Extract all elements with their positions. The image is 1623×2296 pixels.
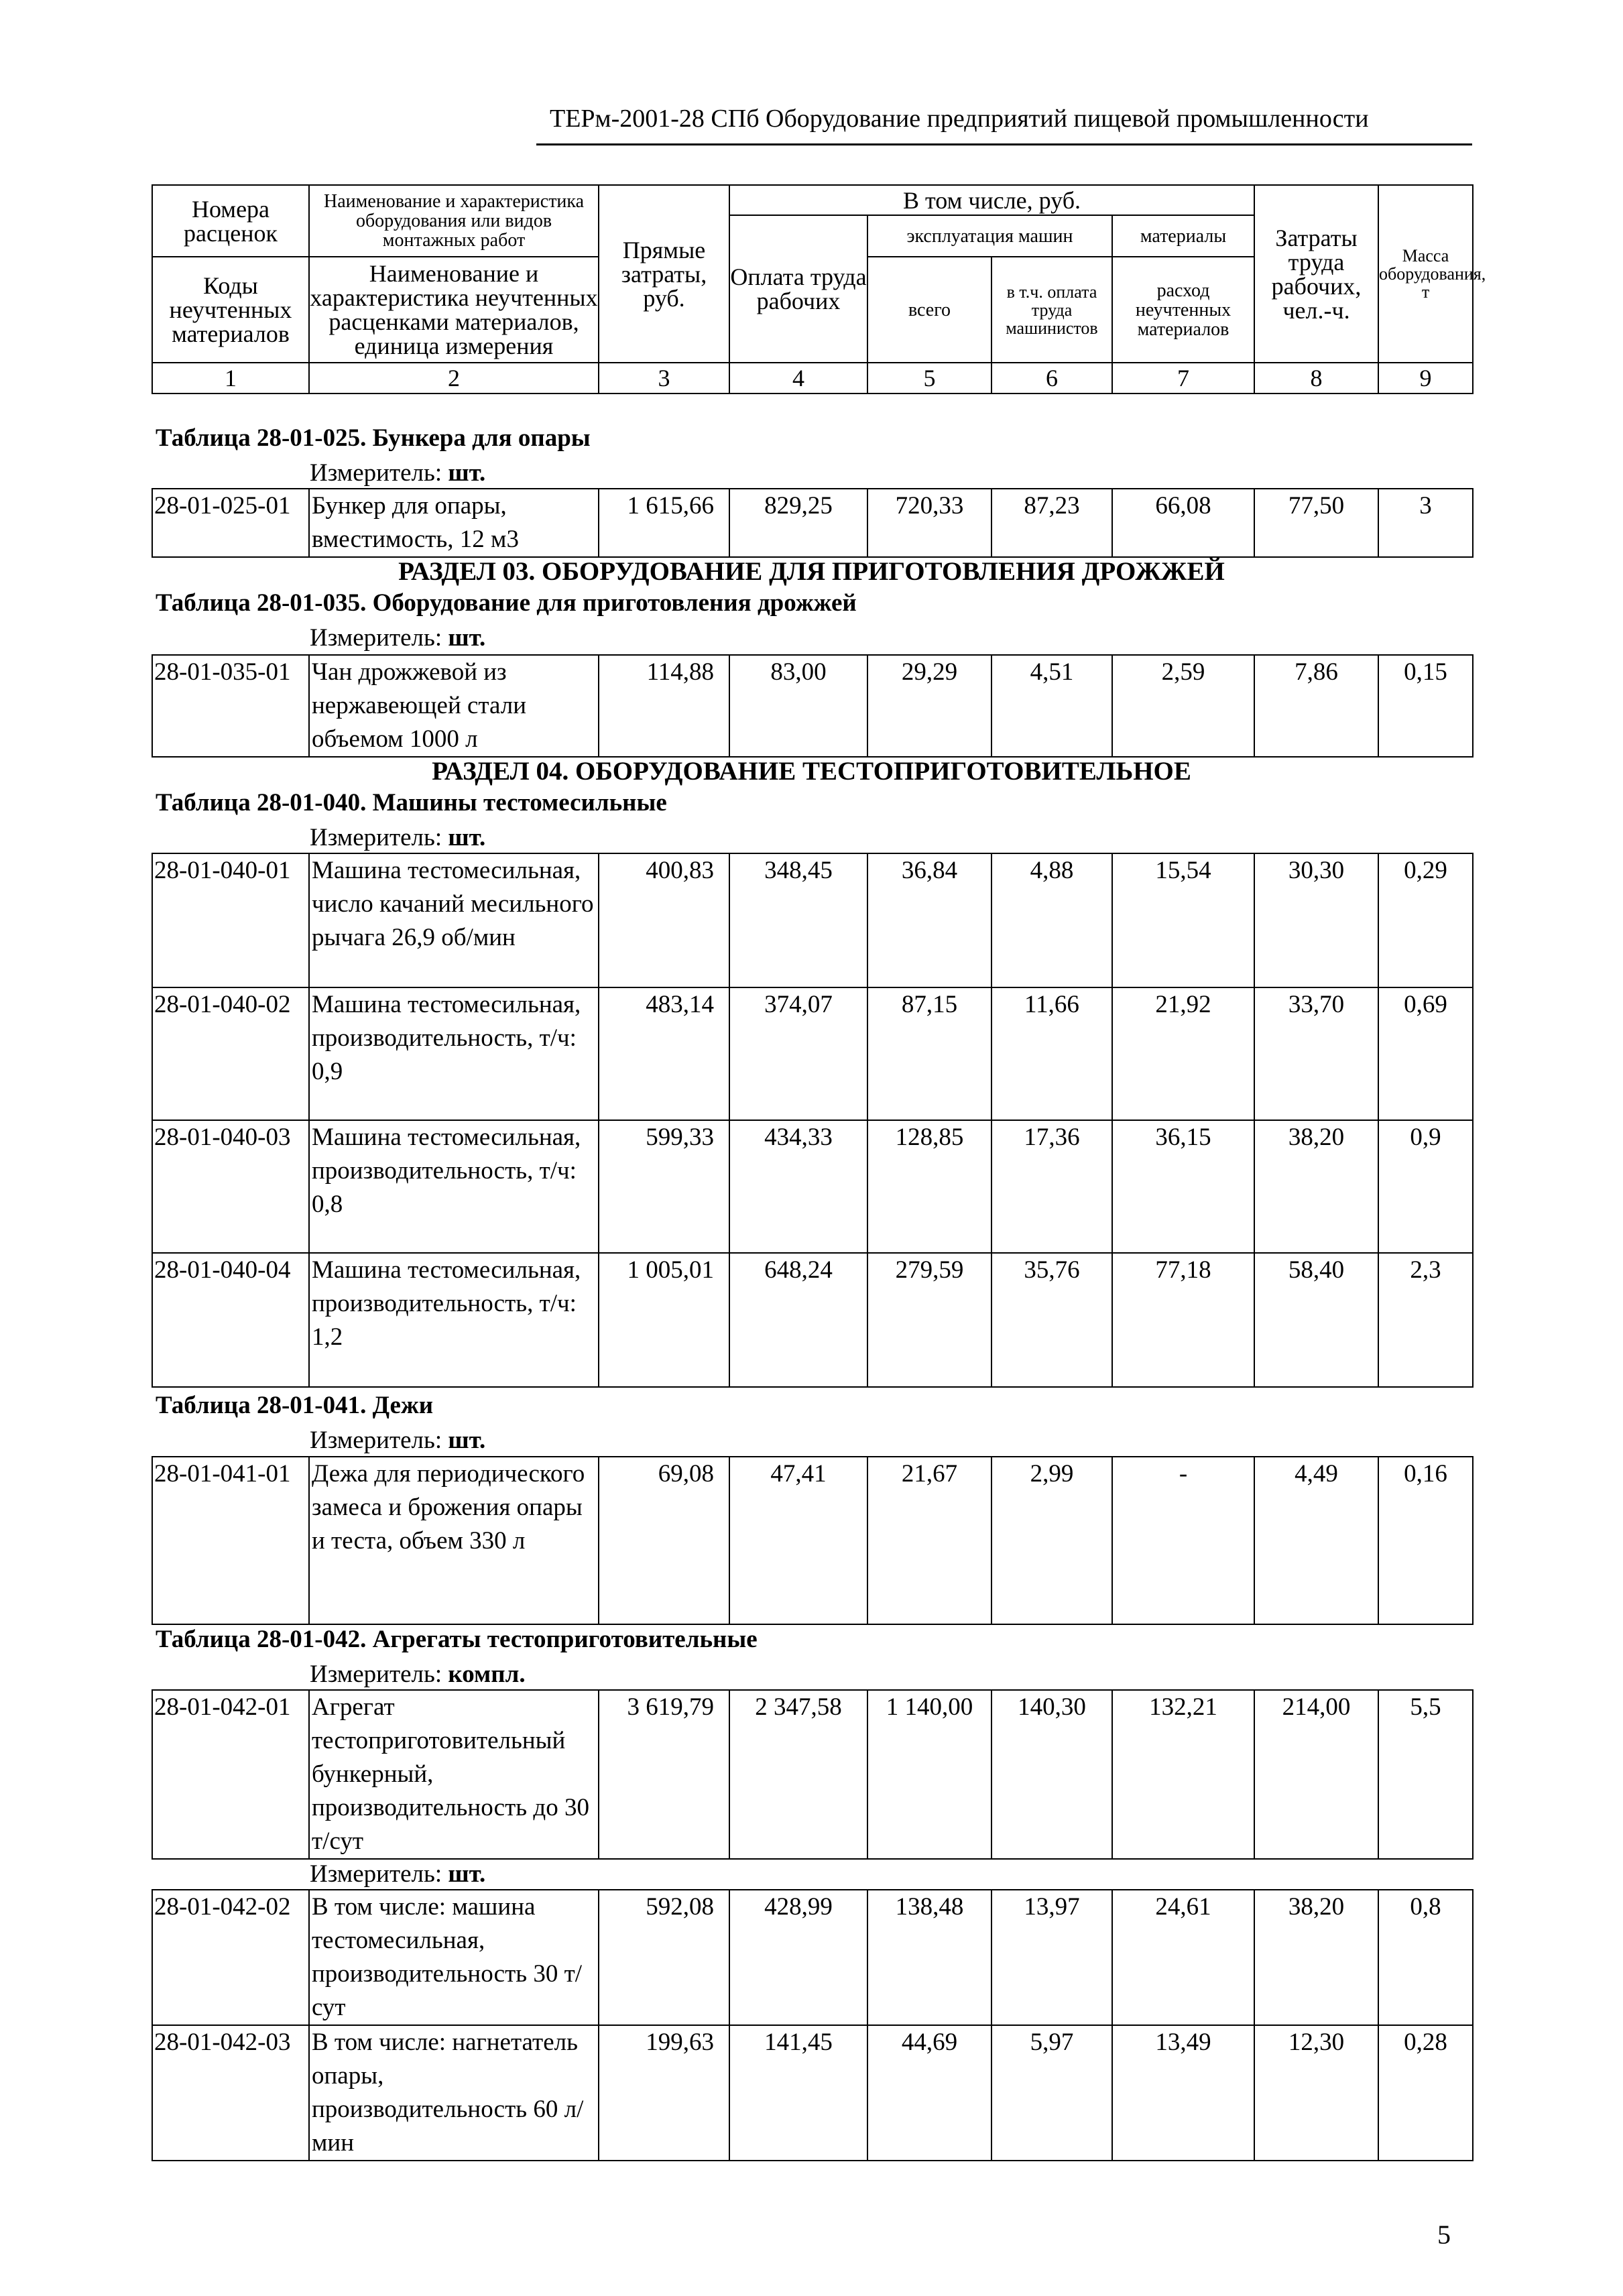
labor-pay: 348,45 (729, 853, 867, 987)
table-row (152, 853, 1473, 987)
column-header-table (152, 184, 1486, 394)
column-number: 5 (867, 363, 991, 394)
machinists-pay: 2,99 (991, 1457, 1112, 1624)
col2-top-header: Наименование и характеристика оборудования или видов монтажных работ (309, 185, 599, 257)
machinists-pay: 4,51 (991, 655, 1112, 757)
labor-hours: 4,49 (1254, 1457, 1378, 1624)
labor-pay: 83,00 (729, 655, 867, 757)
machines-group-header: эксплуатация машин (867, 215, 1112, 257)
row-code: 28-01-041-01 (152, 1457, 309, 1624)
direct-cost: 69,08 (599, 1457, 729, 1624)
machinists-pay: 4,88 (991, 853, 1112, 987)
equipment-mass: 2,3 (1378, 1253, 1473, 1387)
materials: 13,49 (1112, 2025, 1254, 2161)
col2-bottom-header: Наименование и характеристика неучтенных расценками материалов, единица измерения (309, 257, 599, 363)
row-name: Агрегат тестоприготовительный бункерный, производительность до 30 т/сут (309, 1690, 599, 1859)
col6-header: в т.ч. оплата труда машинистов (991, 257, 1112, 363)
machines-total: 128,85 (867, 1120, 991, 1253)
labor-hours: 58,40 (1254, 1253, 1378, 1387)
equipment-mass: 0,29 (1378, 853, 1473, 987)
materials: 36,15 (1112, 1120, 1254, 1253)
column-number: 6 (991, 363, 1112, 394)
machinists-pay: 13,97 (991, 1890, 1112, 2025)
table-title: Таблица 28-01-040. Машины тестомесильные (156, 789, 667, 817)
direct-cost: 592,08 (599, 1890, 729, 2025)
labor-pay: 829,25 (729, 489, 867, 557)
row-code: 28-01-035-01 (152, 655, 309, 757)
measure-line: Измеритель: шт. (310, 459, 486, 487)
machines-total: 44,69 (867, 2025, 991, 2161)
table-28-01-042-parts (152, 1889, 1474, 2161)
column-number: 7 (1112, 363, 1254, 394)
direct-cost: 1 615,66 (599, 489, 729, 557)
row-code: 28-01-042-03 (152, 2025, 309, 2161)
row-name: Дежа для периодического замеса и брожения опары и теста, объем 330 л (309, 1457, 599, 1624)
direct-cost: 199,63 (599, 2025, 729, 2161)
table-28-01-025 (152, 488, 1474, 558)
col1-top-header: Номера расценок (152, 185, 309, 257)
measure-line: Измеритель: компл. (310, 1660, 526, 1688)
row-code: 28-01-040-02 (152, 987, 309, 1120)
machinists-pay: 11,66 (991, 987, 1112, 1120)
table-row (152, 1253, 1473, 1387)
table-28-01-041 (152, 1456, 1474, 1625)
labor-hours: 7,86 (1254, 655, 1378, 757)
machinists-pay: 5,97 (991, 2025, 1112, 2161)
labor-pay: 428,99 (729, 1890, 867, 2025)
machines-total: 36,84 (867, 853, 991, 987)
materials: 132,21 (1112, 1690, 1254, 1859)
page-number: 5 (1437, 2220, 1451, 2250)
materials: 2,59 (1112, 655, 1254, 757)
equipment-mass: 0,15 (1378, 655, 1473, 757)
machines-total: 87,15 (867, 987, 991, 1120)
col7-header: расход неучтенных материалов (1112, 257, 1254, 363)
direct-cost: 114,88 (599, 655, 729, 757)
column-number: 9 (1378, 363, 1473, 394)
equipment-mass: 0,9 (1378, 1120, 1473, 1253)
row-name: В том числе: нагнетатель опары, производительность 60 л/мин (309, 2025, 599, 2161)
col1-bottom-header: Коды неучтенных материалов (152, 257, 309, 363)
table-row (152, 1690, 1473, 1859)
labor-hours: 214,00 (1254, 1690, 1378, 1859)
machinists-pay: 35,76 (991, 1253, 1112, 1387)
table-row (152, 655, 1473, 757)
group-header: В том числе, руб. (729, 185, 1254, 215)
row-code: 28-01-025-01 (152, 489, 309, 557)
table-title: Таблица 28-01-035. Оборудование для приготовления дрожжей (156, 589, 857, 617)
col9-header: Масса оборудования, т (1378, 185, 1473, 363)
labor-pay: 141,45 (729, 2025, 867, 2161)
row-name: В том числе: машина тестомесильная, производительность 30 т/сут (309, 1890, 599, 2025)
equipment-mass: 0,8 (1378, 1890, 1473, 2025)
column-number: 1 (152, 363, 309, 394)
column-number: 4 (729, 363, 867, 394)
labor-hours: 33,70 (1254, 987, 1378, 1120)
col4-header: Оплата труда рабочих (729, 215, 867, 363)
row-name: Чан дрожжевой из нержавеющей стали объемом 1000 л (309, 655, 599, 757)
labor-hours: 12,30 (1254, 2025, 1378, 2161)
labor-hours: 77,50 (1254, 489, 1378, 557)
row-code: 28-01-040-04 (152, 1253, 309, 1387)
section-heading: РАЗДЕЛ 03. ОБОРУДОВАНИЕ ДЛЯ ПРИГОТОВЛЕНИЯ ДРОЖЖЕЙ (398, 557, 1225, 586)
section-heading: РАЗДЕЛ 04. ОБОРУДОВАНИЕ ТЕСТОПРИГОТОВИТЕЛЬНОЕ (432, 757, 1191, 786)
equipment-mass: 0,69 (1378, 987, 1473, 1120)
column-number: 8 (1254, 363, 1378, 394)
table-row (152, 1120, 1473, 1253)
col3-header: Прямые затраты, руб. (599, 185, 729, 363)
row-code: 28-01-042-01 (152, 1690, 309, 1859)
direct-cost: 1 005,01 (599, 1253, 729, 1387)
measure-line: Измеритель: шт. (310, 1860, 486, 1888)
column-number: 2 (309, 363, 599, 394)
row-name: Машина тестомесильная, производительность, т/ч: 0,9 (309, 987, 599, 1120)
machinists-pay: 140,30 (991, 1690, 1112, 1859)
machines-total: 138,48 (867, 1890, 991, 2025)
machinists-pay: 17,36 (991, 1120, 1112, 1253)
machinists-pay: 87,23 (991, 489, 1112, 557)
row-code: 28-01-040-01 (152, 853, 309, 987)
materials: 66,08 (1112, 489, 1254, 557)
labor-hours: 38,20 (1254, 1890, 1378, 2025)
table-28-01-040 (152, 853, 1474, 1388)
direct-cost: 3 619,79 (599, 1690, 729, 1859)
table-row (152, 2025, 1473, 2161)
table-title: Таблица 28-01-025. Бункера для опары (156, 424, 591, 452)
materials: - (1112, 1457, 1254, 1624)
labor-pay: 47,41 (729, 1457, 867, 1624)
materials: 77,18 (1112, 1253, 1254, 1387)
labor-pay: 648,24 (729, 1253, 867, 1387)
machines-total: 21,67 (867, 1457, 991, 1624)
table-row (152, 987, 1473, 1120)
header-rule (536, 143, 1472, 145)
labor-pay: 374,07 (729, 987, 867, 1120)
machines-total: 720,33 (867, 489, 991, 557)
col8-header: Затраты труда рабочих, чел.-ч. (1254, 185, 1378, 363)
labor-pay: 2 347,58 (729, 1690, 867, 1859)
table-row (152, 1457, 1473, 1624)
machines-total: 29,29 (867, 655, 991, 757)
table-row (152, 1890, 1473, 2025)
direct-cost: 400,83 (599, 853, 729, 987)
table-title: Таблица 28-01-041. Дежи (156, 1392, 434, 1419)
row-name: Машина тестомесильная, производительность, т/ч: 1,2 (309, 1253, 599, 1387)
running-header: ТЕРм-2001-28 СПб Оборудование предприятий пищевой промышленности (550, 105, 1369, 133)
labor-hours: 30,30 (1254, 853, 1378, 987)
table-28-01-035 (152, 654, 1474, 758)
measure-line: Измеритель: шт. (310, 1427, 486, 1454)
materials: 21,92 (1112, 987, 1254, 1120)
measure-line: Измеритель: шт. (310, 624, 486, 652)
machines-total: 279,59 (867, 1253, 991, 1387)
column-number: 3 (599, 363, 729, 394)
row-code: 28-01-040-03 (152, 1120, 309, 1253)
row-name: Машина тестомесильная, производительность, т/ч: 0,8 (309, 1120, 599, 1253)
labor-pay: 434,33 (729, 1120, 867, 1253)
row-name: Бункер для опары, вместимость, 12 м3 (309, 489, 599, 557)
table-28-01-042 (152, 1689, 1474, 1860)
equipment-mass: 3 (1378, 489, 1473, 557)
table-row (152, 489, 1473, 557)
machines-total: 1 140,00 (867, 1690, 991, 1859)
labor-hours: 38,20 (1254, 1120, 1378, 1253)
row-code: 28-01-042-02 (152, 1890, 309, 2025)
table-title: Таблица 28-01-042. Агрегаты тестоприготовительные (156, 1626, 758, 1653)
col5-header: всего (867, 257, 991, 363)
materials: 15,54 (1112, 853, 1254, 987)
equipment-mass: 5,5 (1378, 1690, 1473, 1859)
direct-cost: 483,14 (599, 987, 729, 1120)
direct-cost: 599,33 (599, 1120, 729, 1253)
equipment-mass: 0,28 (1378, 2025, 1473, 2161)
measure-line: Измеритель: шт. (310, 824, 486, 851)
row-name: Машина тестомесильная, число качаний месильного рычага 26,9 об/мин (309, 853, 599, 987)
materials: 24,61 (1112, 1890, 1254, 2025)
materials-group-header: материалы (1112, 215, 1254, 257)
equipment-mass: 0,16 (1378, 1457, 1473, 1624)
